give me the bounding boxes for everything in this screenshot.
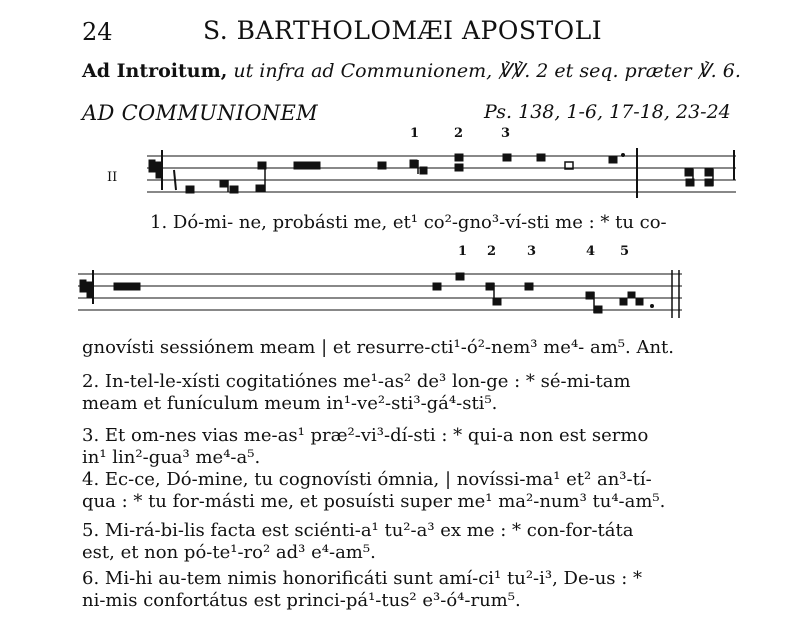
introit-text: ut infra ad Communionem, ℣℣. 2 et seq. præter ℣. 6. (227, 60, 741, 82)
verse-line: 6. Mi-hi au-tem nimis honorificáti sunt amí-ci¹ tu²-i³, De-us : * (82, 568, 643, 589)
staff1-marker-1: 1 (410, 126, 420, 141)
verse-3 (82, 425, 648, 469)
verse-line: in¹ lin²-gua³ me⁴-a⁵. (82, 447, 261, 468)
verse-line: qua : * tu for-másti me, et posuísti super me¹ ma²-num³ tu⁴-am⁵. (82, 491, 666, 512)
verse-line: 4. Ec-ce, Dó-mine, tu cognovísti ómnia, | novíssi-ma¹ et² an³-tí- (82, 469, 652, 490)
staff2-marker-4: 4 (586, 244, 596, 259)
verse-5 (82, 520, 633, 564)
verse-6 (82, 568, 642, 612)
staff1-marker-2: 2 (454, 126, 464, 141)
section-heading: AD COMMUNIONEM (82, 101, 318, 125)
verse-line: 5. Mi-rá-bi-lis facta est sciénti-a¹ tu²-a³ ex me : * con-for-táta (82, 520, 634, 541)
verse-line: ni-mis confortátus est princi-pá¹-tus² e³-ó⁴-rum⁵. (82, 590, 521, 611)
psalm-reference: Ps. 138, 1-6, 17-18, 23-24 (484, 101, 731, 123)
verse-line: 2. In-tel-le-xísti cogitatiónes me¹-as² de³ lon-ge : * sé-mi-tam (82, 371, 631, 392)
verse-1-text: 1. Dó-mi- ne, probásti me, et¹ co²-gno³-ví-sti me : * tu co- (150, 212, 667, 233)
page-number: 24 (82, 18, 113, 46)
verse-line: est, et non pó-te¹-ro² ad³ e⁴-am⁵. (82, 542, 376, 563)
mode-label: II (107, 170, 118, 185)
clef-mark (149, 160, 155, 172)
verse-line: meam et funículum meum in¹-ve²-sti³-gá⁴-sti⁵. (82, 393, 498, 414)
verse-line: 3. Et om-nes vias me-as¹ præ²-vi³-dí-sti : * qui-a non est sermo (82, 425, 649, 446)
verse-2 (82, 371, 631, 415)
line-2-text: gnovísti sessiónem meam | et resurre-cti¹-ó²-nem³ me⁴- am⁵. Ant. (82, 337, 674, 358)
staff2-marker-3: 3 (527, 244, 537, 259)
staff2-marker-1: 1 (458, 244, 468, 259)
staff2-marker-5: 5 (620, 244, 630, 259)
introit-label: Ad Introitum, (82, 60, 228, 82)
staff1-marker-3: 3 (501, 126, 511, 141)
verse-4 (82, 469, 665, 513)
staff2-marker-2: 2 (487, 244, 497, 259)
page-title: S. BARTHOLOMÆI APOSTOLI (203, 16, 603, 45)
